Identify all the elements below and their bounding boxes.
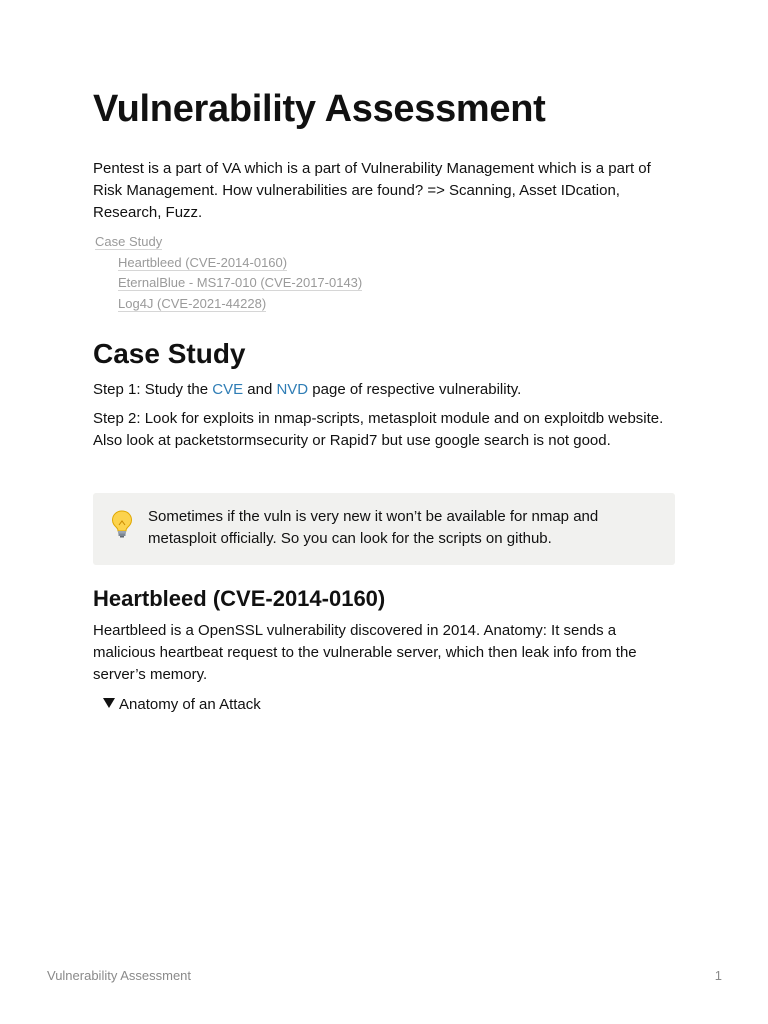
toc-item-case-study[interactable]: Case Study: [95, 234, 163, 249]
table-of-contents: [95, 232, 362, 314]
intro-paragraph: Pentest is a part of VA which is a part of Vulnerability Management which is a part of Risk Management. How vulnerabilities are found? => Scanning, Asset IDcation, Research, Fuzz.: [93, 160, 651, 221]
nvd-link[interactable]: NVD: [276, 381, 309, 398]
case-study-heading: Case Study: [93, 338, 246, 369]
cve-link[interactable]: CVE: [212, 381, 244, 398]
step2-paragraph: Step 2: Look for exploits in nmap-scripts, metasploit module and on exploitdb website. Also look at packetstormsecurity or Rapid7 but use google search is not good.: [93, 410, 664, 449]
heartbleed-paragraph: Heartbleed is a OpenSSL vulnerability discovered in 2014. Anatomy: It sends a malicious heartbeat request to the vulnerable server, which then leak info from the server’s memory.: [93, 622, 637, 683]
heartbleed-heading: Heartbleed (CVE-2014-0160): [93, 586, 386, 611]
callout-text: Sometimes if the vuln is very new it won’t be available for nmap and metasploit officially. So you can look for the scripts on github.: [148, 508, 599, 547]
step1-suffix: page of respective vulnerability.: [308, 381, 522, 398]
triangle-down-icon[interactable]: [103, 698, 115, 708]
toc-item-log4j[interactable]: Log4J (CVE-2021-44228): [118, 295, 267, 311]
page-title: Vulnerability Assessment: [93, 88, 546, 130]
step1-paragraph: [93, 379, 675, 401]
step1-mid: and: [243, 381, 277, 398]
toggle-label: Anatomy of an Attack: [119, 696, 261, 713]
toc-item-heartbleed[interactable]: Heartbleed (CVE-2014-0160): [118, 254, 288, 270]
page-number: 1: [714, 968, 722, 983]
toc-item-eternalblue[interactable]: EternalBlue - MS17-010 (CVE-2017-0143): [118, 275, 363, 290]
anatomy-toggle[interactable]: [103, 695, 261, 715]
tip-callout: [93, 493, 675, 565]
footer-title: Vulnerability Assessment: [47, 968, 192, 983]
lightbulb-icon: [109, 509, 135, 539]
step1-prefix: Step 1: Study the: [93, 381, 213, 398]
